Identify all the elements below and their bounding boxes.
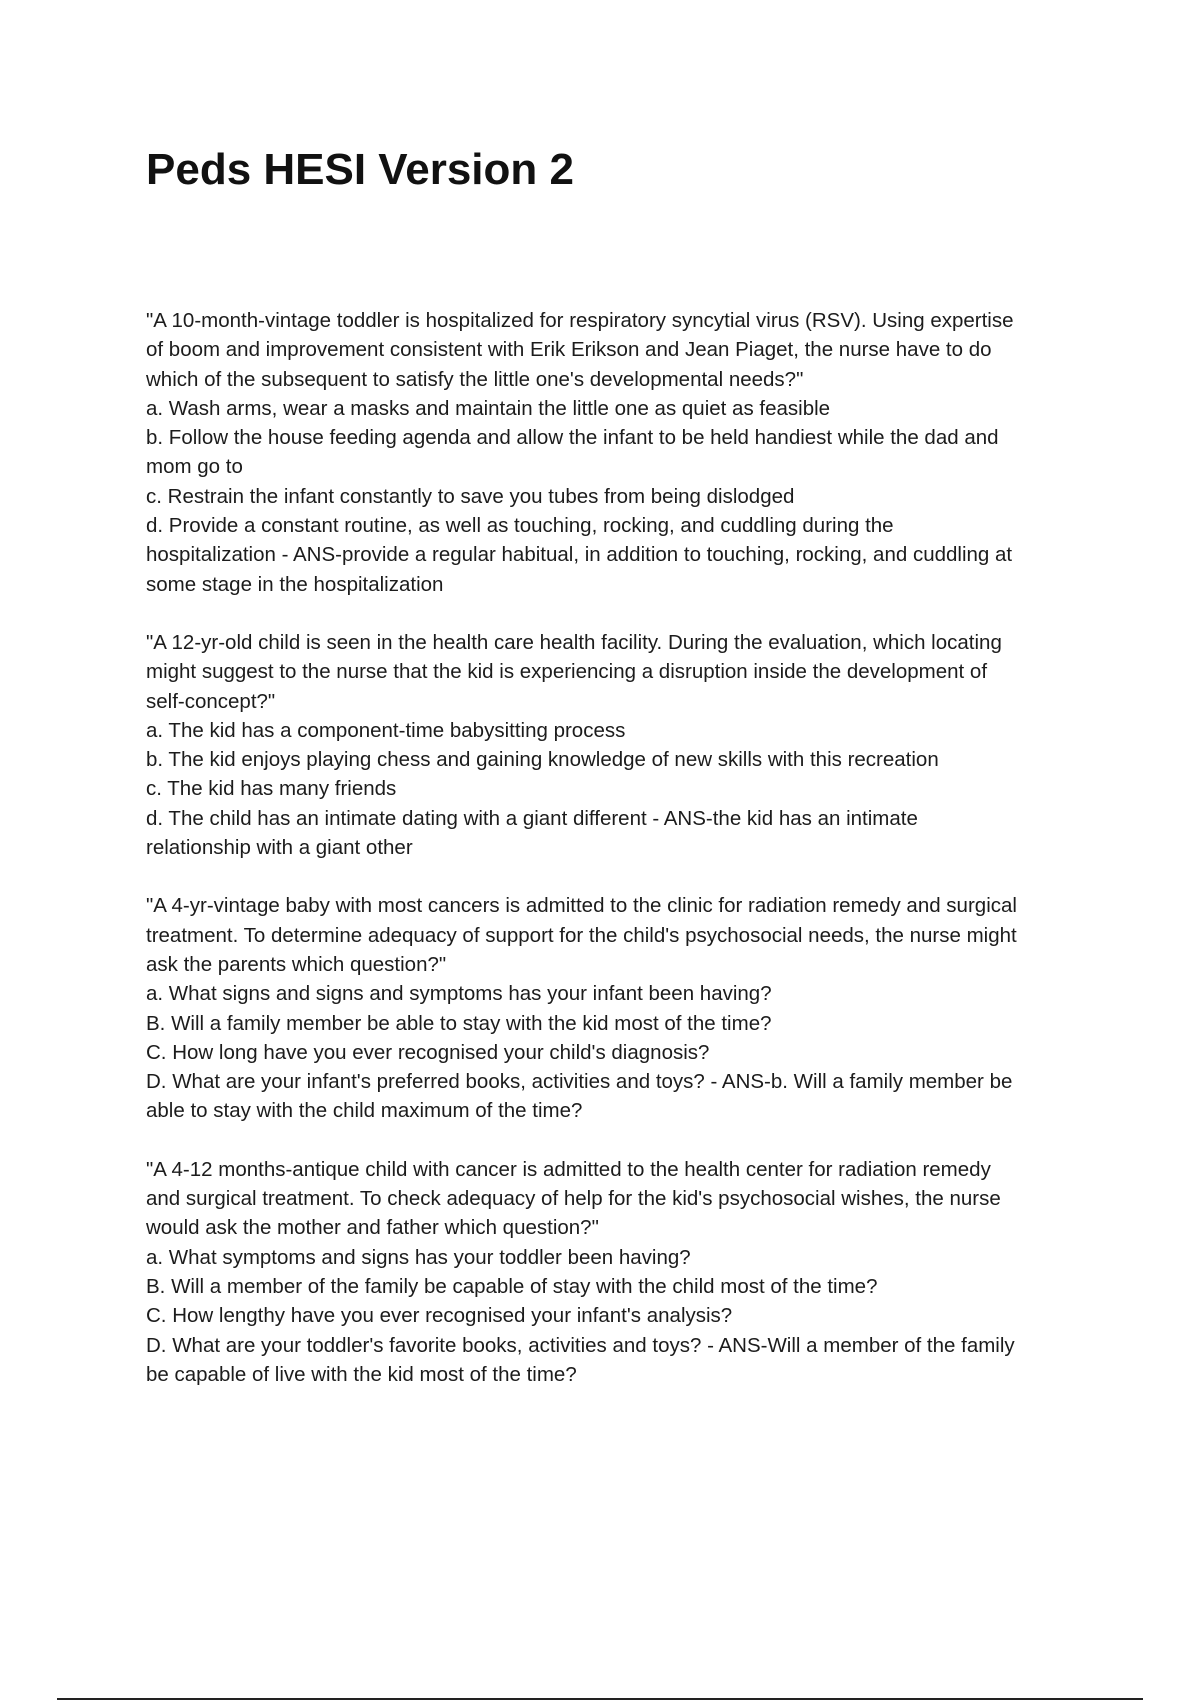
question-line: "A 4-yr-vintage baby with most cancers is admitted to the clinic for radiation remedy and surgical xyxy=(146,894,1017,918)
answer-option-line: b. Follow the house feeding agenda and allow the infant to be held handiest while the dad and xyxy=(146,426,999,450)
answer-option-line: B. Will a family member be able to stay with the kid most of the time? xyxy=(146,1011,772,1035)
answer-option-line: C. How lengthy have you ever recognised your infant's analysis? xyxy=(146,1304,733,1328)
question-line: of boom and improvement consistent with Erik Erikson and Jean Piaget, the nurse have to do xyxy=(146,338,992,362)
answer-line: some stage in the hospitalization xyxy=(146,572,444,596)
question-line: "A 4-12 months-antique child with cancer is admitted to the health center for radiation remedy xyxy=(146,1157,991,1181)
question-line: might suggest to the nurse that the kid is experiencing a disruption inside the development of xyxy=(146,660,988,684)
question-block xyxy=(146,628,1096,862)
question-line: which of the subsequent to satisfy the little one's developmental needs?" xyxy=(146,367,804,391)
answer-option-line: B. Will a member of the family be capable of stay with the child most of the time? xyxy=(146,1274,878,1298)
question-line: "A 12-yr-old child is seen in the health care health facility. During the evaluation, which locating xyxy=(146,630,1002,654)
answer-option-line: b. The kid enjoys playing chess and gaining knowledge of new skills with this recreation xyxy=(146,748,939,772)
question-list xyxy=(146,306,1096,1418)
question-block xyxy=(146,306,1096,599)
question-block xyxy=(146,891,1096,1125)
answer-line: able to stay with the child maximum of the time? xyxy=(146,1099,583,1123)
answer-option-line: d. The child has an intimate dating with a giant different - ANS-the kid has an intimate xyxy=(146,806,918,830)
answer-line: be capable of live with the kid most of the time? xyxy=(146,1362,577,1386)
question-line: would ask the mother and father which question?" xyxy=(146,1216,599,1240)
answer-option-line: a. What signs and signs and symptoms has your infant been having? xyxy=(146,982,772,1006)
answer-option-line: a. Wash arms, wear a masks and maintain the little one as quiet as feasible xyxy=(146,396,831,420)
question-line: ask the parents which question?" xyxy=(146,952,447,976)
question-line: treatment. To determine adequacy of support for the child's psychosocial needs, the nurse might xyxy=(146,923,1017,947)
answer-option-line: c. Restrain the infant constantly to save you tubes from being dislodged xyxy=(146,484,795,508)
question-line: and surgical treatment. To check adequacy of help for the kid's psychosocial wishes, the nurse xyxy=(146,1187,1001,1211)
document-title: Peds HESI Version 2 xyxy=(146,145,574,194)
question-line: "A 10-month-vintage toddler is hospitalized for respiratory syncytial virus (RSV). Using expertise xyxy=(146,309,1014,332)
answer-option-line: a. What symptoms and signs has your toddler been having? xyxy=(146,1245,691,1269)
question-block xyxy=(146,1155,1096,1389)
answer-option-line: C. How long have you ever recognised your child's diagnosis? xyxy=(146,1040,710,1064)
answer-option-line: a. The kid has a component-time babysitting process xyxy=(146,718,626,742)
answer-line: relationship with a giant other xyxy=(146,836,413,860)
question-line: self-concept?" xyxy=(146,689,276,713)
answer-option-line: D. What are your infant's preferred books, activities and toys? - ANS-b. Will a family member be xyxy=(146,1070,1013,1094)
answer-option-line: c. The kid has many friends xyxy=(146,777,397,801)
answer-line: hospitalization - ANS-provide a regular habitual, in addition to touching, rocking, and cuddling at xyxy=(146,543,1013,567)
answer-option-line: mom go to xyxy=(146,455,243,479)
answer-option-line: d. Provide a constant routine, as well as touching, rocking, and cuddling during the xyxy=(146,514,894,538)
answer-option-line: D. What are your toddler's favorite books, activities and toys? - ANS-Will a member of the family xyxy=(146,1333,1015,1357)
